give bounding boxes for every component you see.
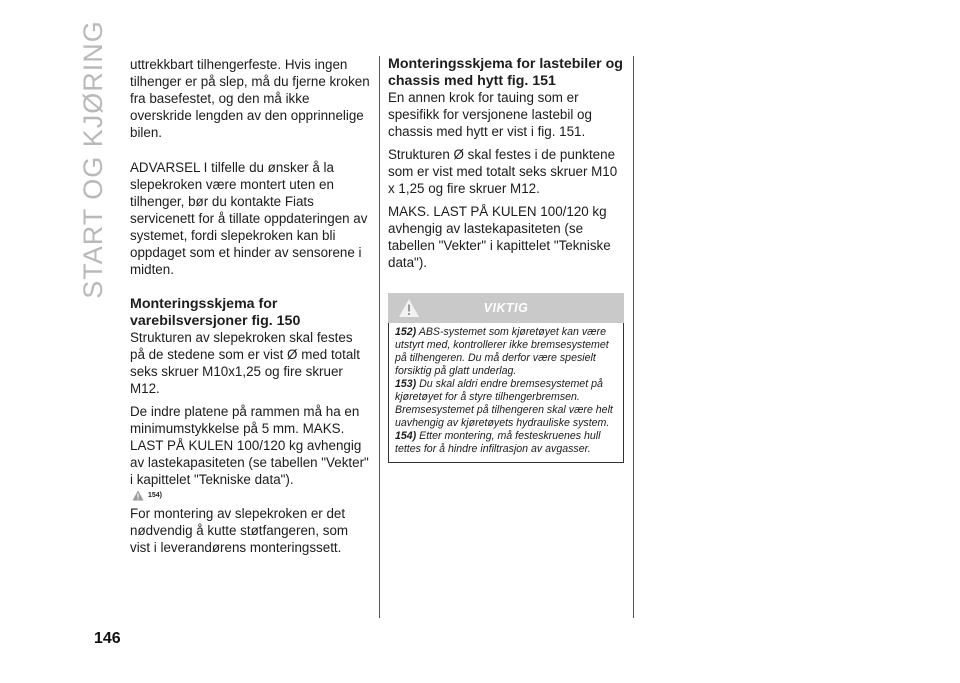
paragraph-bumper: For montering av slepekroken er det nødvendig å kutte støtfangeren, som vist i leverandørens monteringssett. [130, 506, 349, 555]
warning-item-text: Du skal aldri endre bremsesystemet på kjøretøyet for å styre tilhengerbremsen. Bremsesystemet på tilhengeren skal være helt uavhengig av kjøretøyets hydrauliske system. [395, 378, 613, 429]
warning-item-number: 152) [395, 326, 417, 338]
page-number: 146 [94, 630, 121, 647]
warning-item [395, 378, 619, 430]
paragraph-structure: Strukturen av slepekroken skal festes på de stedene som er vist Ø med totalt seks skruer M10x1,25 og fire skruer M12. [130, 330, 360, 396]
text-column-left [130, 56, 370, 562]
warning-item-text: Etter montering, må festeskruenes hull tettes for å hindre infiltrasjon av avgasser. [395, 430, 601, 455]
paragraph-other-hook: En annen krok for tauing som er spesifikk for versjonene lastebil og chassis med hytt er vist i fig. 151. [388, 90, 592, 139]
warning-box-content [388, 323, 624, 463]
warning-item-number: 154) [395, 430, 417, 442]
section-side-tab [77, 20, 108, 299]
warning-box-header [388, 293, 624, 323]
paragraph-warning-note: ADVARSEL I tilfelle du ønsker å la slepekroken være montert uten en tilhenger, bør du kontakte Fiats servicenett for å tillate oppdateringen av systemet, fordi slepekroken kan bli oppdaget som et hinder av sensorene i midten. [130, 160, 368, 277]
paragraph-structure-points: Strukturen Ø skal festes i de punktene som er vist med totalt seks skruer M10 x 1,25 og fire skruer M12. [388, 147, 618, 196]
warning-title: VIKTIG [483, 301, 529, 315]
paragraph-inner-plates: De indre platene på rammen må ha en minimumstykkelse på 5 mm. MAKS. LAST PÅ KULEN 100/120 kg avhengig av lastekapasiteten (se tabellen "Vekter" i kapittelet "Tekniske data"). [130, 404, 369, 487]
paragraph-max-load: MAKS. LAST PÅ KULEN 100/120 kg avhengig av lastekapasiteten (se tabellen "Vekter" i kapittelet "Tekniske data"). [388, 204, 611, 270]
section-title: START OG KJØRING [77, 20, 108, 299]
warning-item-text: ABS-systemet som kjøretøyet kan være utstyrt med, kontrollerer ikke bremsesystemet på tilhengeren. Du må derfor være spesielt forsiktig på glatt underlag. [395, 326, 609, 377]
warning-item [395, 430, 619, 456]
heading-van-mounting: Monteringsskjema for varebilsversjoner fig. 150 [130, 296, 301, 329]
text-column-right [388, 56, 624, 463]
warning-item [395, 326, 619, 378]
column-divider-left [379, 56, 380, 618]
warning-triangle-icon [132, 490, 144, 501]
heading-truck-mounting: Monteringsskjema for lastebiler og chassis med hytt fig. 151 [388, 56, 623, 89]
paragraph-intro: uttrekkbart tilhengerfeste. Hvis ingen tilhenger er på slep, må du fjerne kroken fra basefestet, og den må ikke overskride lengden av den opprinnelige bilen. [130, 57, 370, 140]
warning-triangle-icon [398, 298, 420, 318]
warning-item-number: 153) [395, 378, 417, 390]
warning-reference-number: 154) [148, 492, 163, 499]
warning-reference[interactable] [132, 490, 370, 501]
column-divider-right [633, 56, 634, 618]
